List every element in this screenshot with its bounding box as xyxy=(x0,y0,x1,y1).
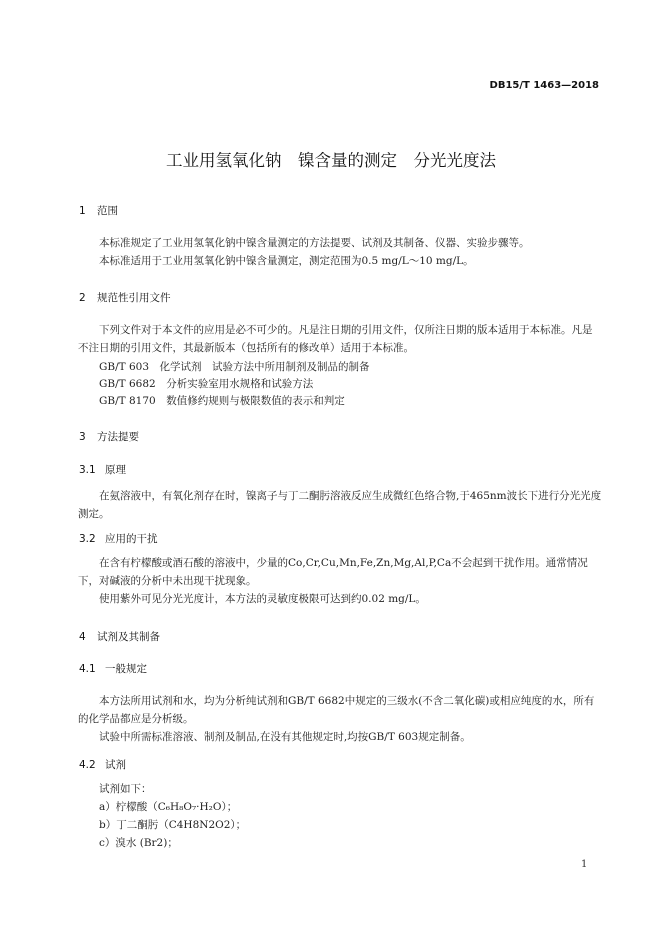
section-2-intro: 下列文件对于本文件的应用是必不可少的。凡是注日期的引用文件，仅所注日期的版本适用于本标准。凡是不注日期的引用文件，其最新版本（包括所有的修改单）适用于本标准。 xyxy=(78,324,593,354)
section-number: 4.1 xyxy=(79,663,96,675)
section-4-1-text-2: 试验中所需标准溶液、制剂及制品,在没有其他规定时,均按GB/T 603规定制备。 xyxy=(99,731,471,743)
section-number: 3 xyxy=(79,431,86,443)
section-title: 试剂 xyxy=(105,759,126,771)
section-1-heading xyxy=(79,203,118,218)
section-title: 原理 xyxy=(105,464,126,476)
section-number: 4.2 xyxy=(79,759,96,771)
document-number: DB15/T 1463—2018 xyxy=(489,80,599,91)
section-1-paragraph-2: 本标准适用于工业用氢氧化钠中镍含量测定，测定范围为0.5 mg/L～10 mg/L。 xyxy=(99,255,474,267)
section-title: 应用的干扰 xyxy=(105,533,158,545)
section-1-paragraph-1: 本标准规定了工业用氢氧化钠中镍含量测定的方法提要、试剂及其制备、仪器、实验步骤等。 xyxy=(99,237,530,249)
page-number: 1 xyxy=(581,859,588,870)
section-title: 试剂及其制备 xyxy=(97,631,160,643)
reagent-item: b）丁二酮肟（C4H8N2O2）； xyxy=(99,819,247,831)
section-title: 一般规定 xyxy=(105,663,147,675)
document-title: 工业用氢氧化钠 镍含量的测定 分光光度法 xyxy=(166,151,496,170)
section-4-1-text: 本方法所用试剂和水，均为分析纯试剂和GB/T 6682中规定的三级水(不含二氧化碳)或相应纯度的水，所有的化学品都应是分析级。 xyxy=(78,695,595,725)
section-number: 3.1 xyxy=(79,464,96,476)
section-title: 方法提要 xyxy=(97,431,139,443)
reagent-item: c）溴水 (Br2)； xyxy=(99,837,178,849)
section-3-1-heading xyxy=(79,462,126,477)
section-3-2-text-2: 使用紫外可见分光光度计，本方法的灵敏度极限可达到约0.02 mg/L。 xyxy=(99,593,426,605)
section-number: 4 xyxy=(79,631,86,643)
section-3-2-heading xyxy=(79,531,158,546)
section-3-2-text: 在含有柠檬酸或酒石酸的溶液中，少量的Co,Cr,Cu,Mn,Fe,Zn,Mg,Al,P,Ca不会起到干扰作用。通常情况下，对碱液的分析中未出现干扰现象。 xyxy=(78,557,588,587)
section-3-1-text: 在氨溶液中，有氧化剂存在时，镍离子与丁二酮肟溶液反应生成微红色络合物,于465nm波长下进行分光光度测定。 xyxy=(78,490,602,520)
section-number: 2 xyxy=(79,292,86,304)
section-number: 3.2 xyxy=(79,533,96,545)
section-3-heading xyxy=(79,429,139,444)
section-4-1-heading xyxy=(79,661,147,676)
section-number: 1 xyxy=(79,205,86,217)
section-title: 范围 xyxy=(97,205,118,217)
section-2-heading xyxy=(79,290,171,305)
reference-item: GB/T 603 化学试剂 试验方法中所用制剂及制品的制备 xyxy=(99,361,370,373)
section-4-2-heading xyxy=(79,757,126,772)
reference-item: GB/T 6682 分析实验室用水规格和试验方法 xyxy=(99,378,314,390)
section-title: 规范性引用文件 xyxy=(97,292,171,304)
reagent-item: a）柠檬酸（C₆H₈O₇·H₂O）； xyxy=(99,801,238,813)
reagents-intro: 试剂如下： xyxy=(99,783,152,795)
reference-item: GB/T 8170 数值修约规则与极限数值的表示和判定 xyxy=(99,395,345,407)
section-4-heading xyxy=(79,629,160,644)
